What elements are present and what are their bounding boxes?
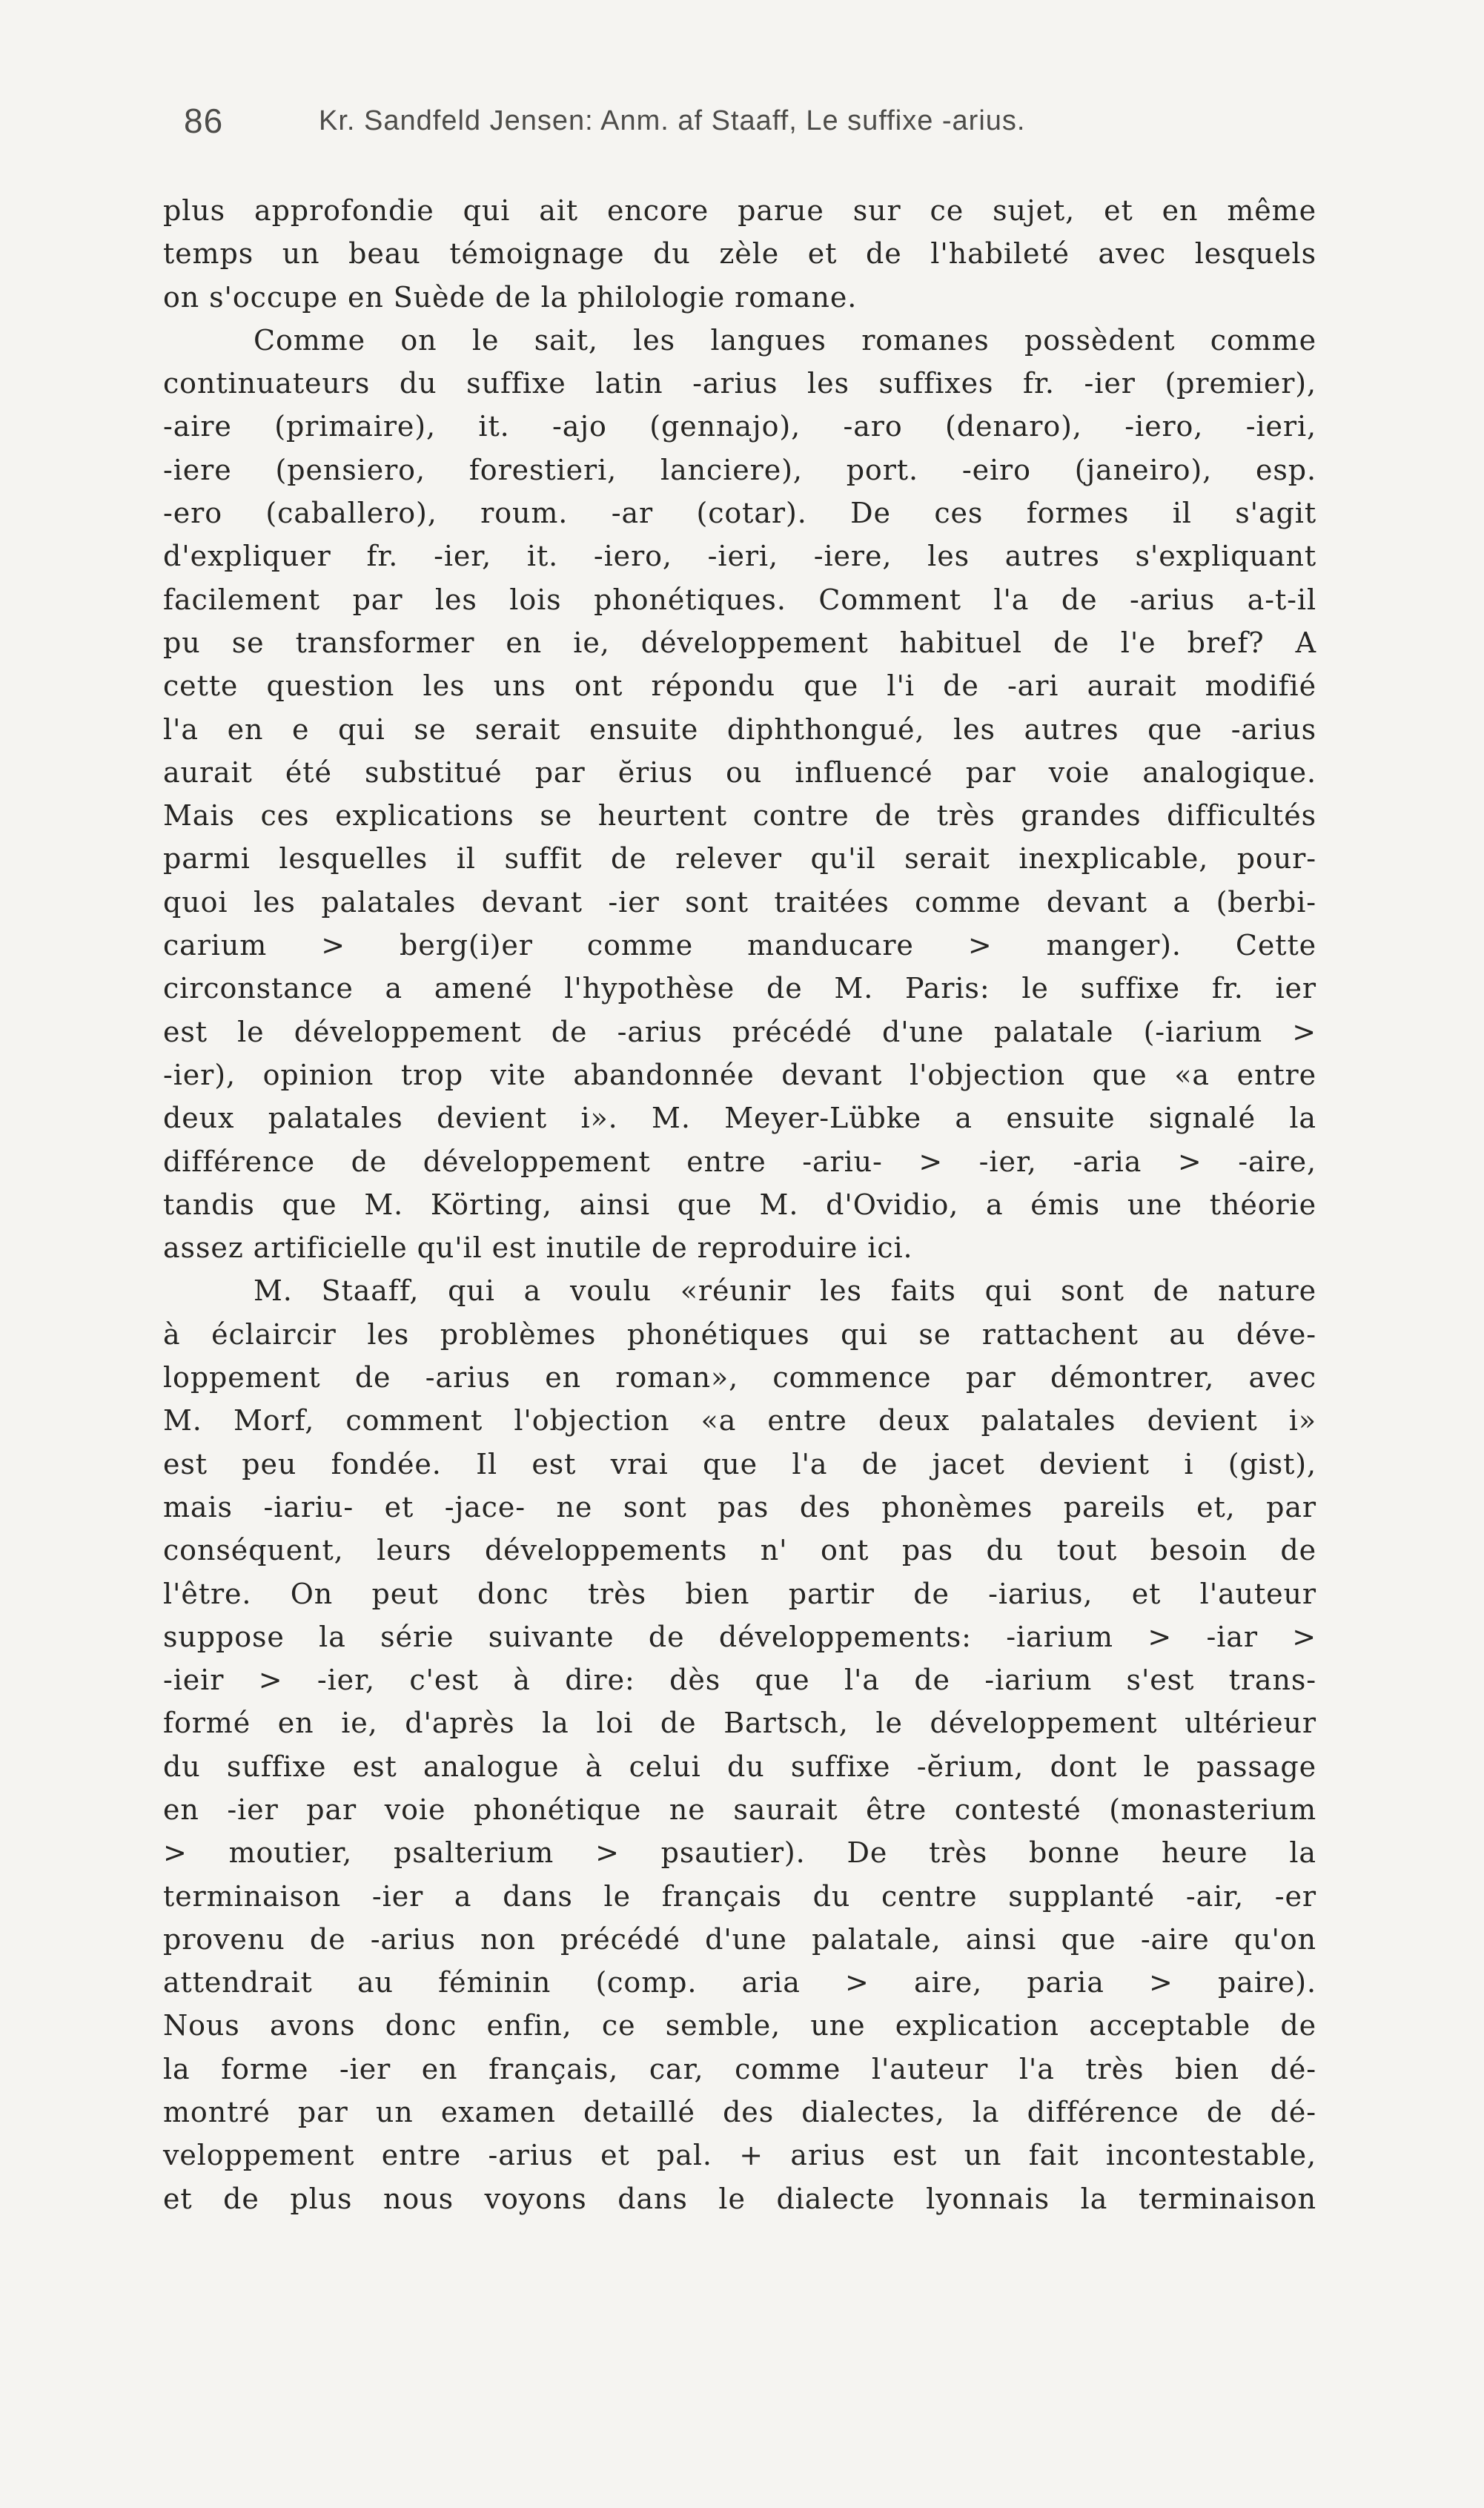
text-line: provenu de -arius non précédé d'une palatale, ainsi que -aire qu'on [163, 1922, 1316, 1956]
text-line: du suffixe est analogue à celui du suffixe -ĕrium, dont le passage [163, 1750, 1316, 1783]
text-line: d'expliquer fr. -ier, it. -iero, -ieri, -iere, les autres s'expliquant [163, 540, 1316, 573]
text-line: -aire (primaire), it. -ajo (gennajo), -aro (denaro), -iero, -ieri, [163, 410, 1316, 443]
text-line: -ieir > -ier, c'est à dire: dès que l'a de -iarium s'est trans- [163, 1664, 1316, 1697]
text-line: suppose la série suivante de développements: -iarium > -iar > [163, 1620, 1316, 1653]
text-line: assez artificielle qu'il est inutile de reproduire ici. [163, 1231, 913, 1265]
text-line: carium > berg(i)er comme manducare > manger). Cette [163, 929, 1316, 962]
text-line: terminaison -ier a dans le français du centre supplanté -air, -er [163, 1879, 1316, 1913]
text-line: Comme on le sait, les langues romanes possèdent comme [254, 323, 1316, 357]
text-line: quoi les palatales devant -ier sont traitées comme devant a (berbi- [163, 885, 1316, 919]
body-text [163, 189, 1316, 2220]
text-line: Mais ces explications se heurtent contre de très grandes difficultés [163, 799, 1316, 833]
text-line: -ier), opinion trop vite abandonnée devant l'objection que «a entre [163, 1058, 1316, 1091]
text-line: en -ier par voie phonétique ne saurait être contesté (monasterium [163, 1793, 1316, 1826]
text-line: attendrait au féminin (comp. aria > aire, paria > paire). [163, 1966, 1316, 1999]
text-line: pu se transformer en ie, développement habituel de l'e bref? A [163, 626, 1316, 659]
text-line: aurait été substitué par ĕrius ou influencé par voie analogique. [163, 755, 1316, 789]
text-line: cette question les uns ont répondu que l'i de -ari aurait modifié [163, 669, 1316, 703]
text-line: la forme -ier en français, car, comme l'auteur l'a très bien dé- [163, 2052, 1316, 2085]
running-head: Kr. Sandfeld Jensen: Anm. af Staaff, Le suffixe -arius. [319, 105, 1026, 136]
text-line: plus approfondie qui ait encore parue sur ce sujet, et en même [163, 194, 1316, 227]
text-line: veloppement entre -arius et pal. + arius est un fait incontestable, [163, 2139, 1316, 2172]
text-line: loppement de -arius en roman», commence par démontrer, avec [163, 1361, 1316, 1394]
text-line: montré par un examen detaillé des dialectes, la différence de dé- [163, 2096, 1316, 2129]
page-number: 86 [184, 102, 224, 140]
text-line: parmi lesquelles il suffit de relever qu'il serait inexplicable, pour- [163, 842, 1316, 876]
text-line: continuateurs du suffixe latin -arius les suffixes fr. -ier (premier), [163, 367, 1316, 400]
text-line: > moutier, psalterium > psautier). De très bonne heure la [163, 1836, 1316, 1870]
text-line: mais -iariu- et -jace- ne sont pas des phonèmes pareils et, par [163, 1490, 1316, 1523]
text-line: et de plus nous voyons dans le dialecte lyonnais la terminaison [163, 2182, 1316, 2215]
text-line: différence de développement entre -ariu- > -ier, -aria > -aire, [163, 1145, 1316, 1178]
text-line: l'a en e qui se serait ensuite diphthongué, les autres que -arius [163, 712, 1316, 746]
text-line: M. Staaff, qui a voulu «réunir les faits qui sont de nature [254, 1274, 1316, 1308]
text-line: -iere (pensiero, forestieri, lanciere), port. -eiro (janeiro), esp. [163, 453, 1316, 486]
text-line: deux palatales devient i». M. Meyer-Lübke a ensuite signalé la [163, 1102, 1316, 1135]
text-line: tandis que M. Körting, ainsi que M. d'Ovidio, a émis une théorie [163, 1188, 1316, 1221]
text-line: formé en ie, d'après la loi de Bartsch, le développement ultérieur [163, 1707, 1316, 1740]
text-line: à éclaircir les problèmes phonétiques qui se rattachent au déve- [163, 1317, 1316, 1351]
text-line: temps un beau témoignage du zèle et de l'habileté avec lesquels [163, 237, 1316, 271]
text-line: facilement par les lois phonétiques. Comment l'a de -arius a-t-il [163, 583, 1316, 616]
text-line: l'être. On peut donc très bien partir de -iarius, et l'auteur [163, 1577, 1316, 1610]
text-line: on s'occupe en Suède de la philologie romane. [163, 280, 858, 314]
text-line: -ero (caballero), roum. -ar (cotar). De ces formes il s'agit [163, 497, 1316, 530]
text-line: est le développement de -arius précédé d'une palatale (-iarium > [163, 1015, 1316, 1048]
text-line: Nous avons donc enfin, ce semble, une explication acceptable de [163, 2009, 1316, 2042]
page-header [184, 101, 1318, 145]
text-line: circonstance a amené l'hypothèse de M. Paris: le suffixe fr. ier [163, 972, 1316, 1005]
text-line: conséquent, leurs développements n' ont pas du tout besoin de [163, 1534, 1316, 1567]
text-line: est peu fondée. Il est vrai que l'a de jacet devient i (gist), [163, 1447, 1316, 1480]
text-line: M. Morf, comment l'objection «a entre deux palatales devient i» [163, 1404, 1316, 1437]
